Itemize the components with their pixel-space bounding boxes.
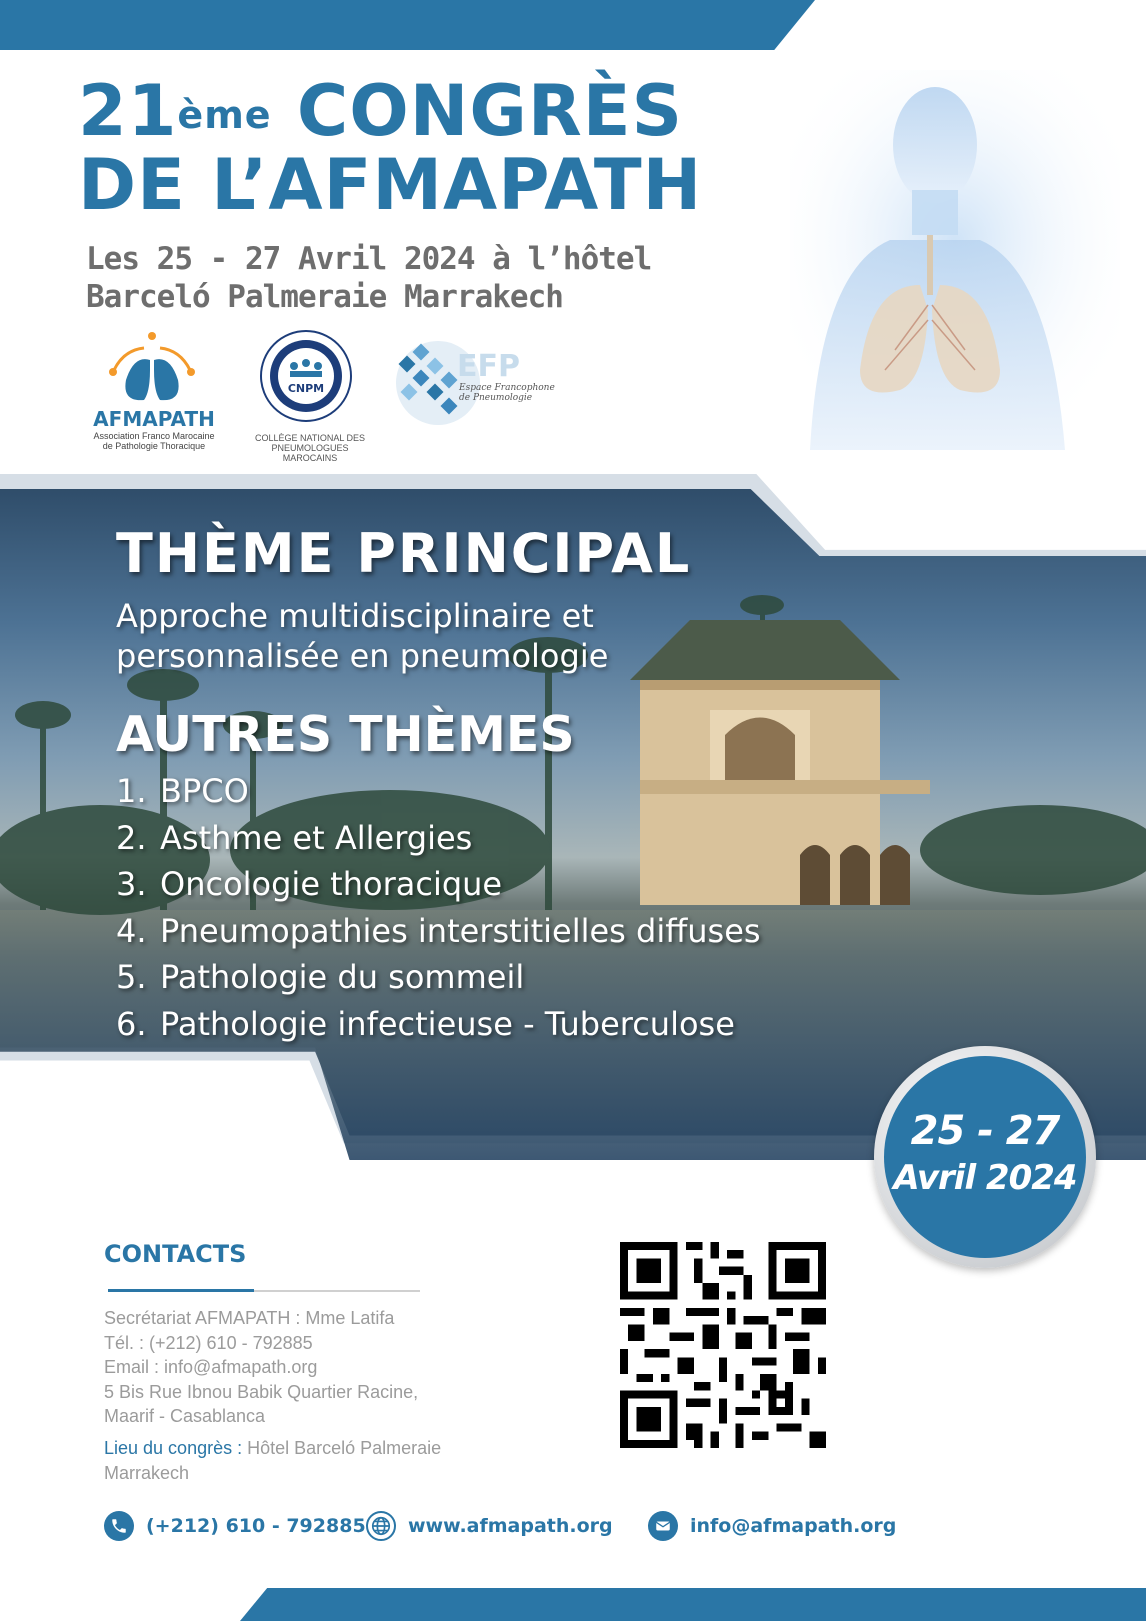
cnpm-logo-name: CNPM bbox=[287, 382, 325, 395]
footer-band bbox=[240, 1588, 1146, 1621]
footer-website-text: www.afmapath.org bbox=[408, 1515, 613, 1537]
main-theme-heading: THÈME PRINCIPAL bbox=[116, 522, 692, 585]
congress-subtitle bbox=[86, 240, 651, 316]
footer-email[interactable] bbox=[648, 1510, 896, 1542]
other-themes-list bbox=[116, 768, 761, 1047]
efp-caption-line2: de Pneumologie bbox=[459, 393, 533, 403]
afmapath-caption-line1: Association Franco Marocaine bbox=[93, 431, 215, 441]
list-item bbox=[116, 908, 761, 955]
footer-phone[interactable] bbox=[104, 1510, 366, 1542]
afmapath-lungs-icon bbox=[84, 330, 224, 410]
efp-logo bbox=[393, 338, 563, 438]
list-item-label: BPCO bbox=[160, 772, 249, 810]
list-item-number: 2. bbox=[116, 818, 147, 857]
contact-secretariat: Secrétariat AFMAPATH : Mme Latifa bbox=[104, 1308, 395, 1328]
congress-venue bbox=[104, 1436, 504, 1485]
main-theme-text bbox=[116, 596, 608, 676]
cnpm-seal-icon bbox=[250, 330, 370, 430]
contacts-heading: CONTACTS bbox=[104, 1240, 247, 1268]
title-number: 21 bbox=[78, 70, 178, 152]
contacts-details bbox=[104, 1306, 418, 1429]
phone-icon bbox=[104, 1511, 134, 1541]
list-item-label: Pneumopathies interstitielles diffuses bbox=[160, 911, 761, 950]
title-line2: DE L’AFMAPATH bbox=[78, 144, 703, 226]
congress-title bbox=[78, 70, 703, 226]
afmapath-logo-name: AFMAPATH bbox=[93, 407, 215, 431]
list-item-number: 3. bbox=[116, 865, 147, 903]
title-superscript: ème bbox=[177, 93, 272, 137]
afmapath-logo bbox=[84, 330, 224, 454]
contact-address-line1: 5 Bis Rue Ibnou Babik Quartier Racine, bbox=[104, 1381, 419, 1402]
subtitle-line1: Les 25 - 27 Avril 2024 à l’hôtel bbox=[86, 241, 652, 277]
lungs-figure-illustration bbox=[790, 70, 1120, 450]
contact-email: Email : info@afmapath.org bbox=[104, 1357, 318, 1377]
footer-phone-text: (+212) 610 - 792885 bbox=[146, 1515, 366, 1537]
venue-value: Hôtel Barceló Palmeraie bbox=[242, 1438, 442, 1458]
footer-website[interactable] bbox=[366, 1510, 613, 1542]
list-item-label: Asthme et Allergies bbox=[160, 818, 473, 857]
list-item bbox=[116, 861, 761, 908]
qr-code[interactable] bbox=[620, 1242, 826, 1448]
list-item-label: Pathologie infectieuse - Tuberculose bbox=[160, 1004, 735, 1043]
other-themes-heading: AUTRES THÈMES bbox=[116, 706, 575, 763]
main-theme-line2: personnalisée en pneumologie bbox=[116, 637, 609, 675]
contact-phone: Tél. : (+212) 610 - 792885 bbox=[104, 1332, 313, 1353]
venue-value-line2: Marrakech bbox=[104, 1462, 190, 1483]
header-band bbox=[0, 0, 815, 50]
main-theme-line1: Approche multidisciplinaire et bbox=[116, 597, 594, 635]
contact-address-line2: Maarif - Casablanca bbox=[104, 1406, 266, 1426]
subtitle-line2: Barceló Palmeraie Marrakech bbox=[86, 279, 563, 315]
date-badge bbox=[884, 1056, 1086, 1258]
list-item bbox=[116, 815, 761, 862]
date-badge-days: 25 - 27 bbox=[910, 1108, 1060, 1154]
list-item-number: 1. bbox=[116, 772, 147, 810]
globe-icon bbox=[366, 1511, 396, 1541]
afmapath-caption-line2: de Pathologie Thoracique bbox=[102, 441, 206, 451]
list-item-number: 6. bbox=[116, 1004, 147, 1043]
cnpm-caption-line2: PNEUMOLOGUES MAROCAINS bbox=[271, 443, 349, 463]
list-item-number: 4. bbox=[116, 911, 147, 950]
list-item bbox=[116, 768, 761, 815]
list-item bbox=[116, 1001, 761, 1048]
efp-caption-line1: Espace Francophone bbox=[459, 383, 555, 393]
list-item-number: 5. bbox=[116, 958, 147, 996]
list-item bbox=[116, 954, 761, 1001]
title-line1: CONGRÈS bbox=[271, 70, 683, 152]
contacts-divider-accent bbox=[108, 1289, 254, 1292]
list-item-label: Oncologie thoracique bbox=[160, 865, 503, 903]
footer-email-text: info@afmapath.org bbox=[690, 1515, 897, 1537]
date-badge-month-year: Avril 2024 bbox=[893, 1158, 1077, 1198]
venue-label: Lieu du congrès : bbox=[104, 1438, 243, 1458]
efp-mosaic-icon bbox=[393, 338, 563, 438]
efp-logo-name: EFP bbox=[457, 349, 520, 384]
cnpm-logo bbox=[250, 330, 370, 463]
envelope-icon bbox=[648, 1511, 678, 1541]
list-item-label: Pathologie du sommeil bbox=[160, 958, 525, 996]
cnpm-caption-line1: COLLÈGE NATIONAL DES bbox=[254, 433, 366, 443]
